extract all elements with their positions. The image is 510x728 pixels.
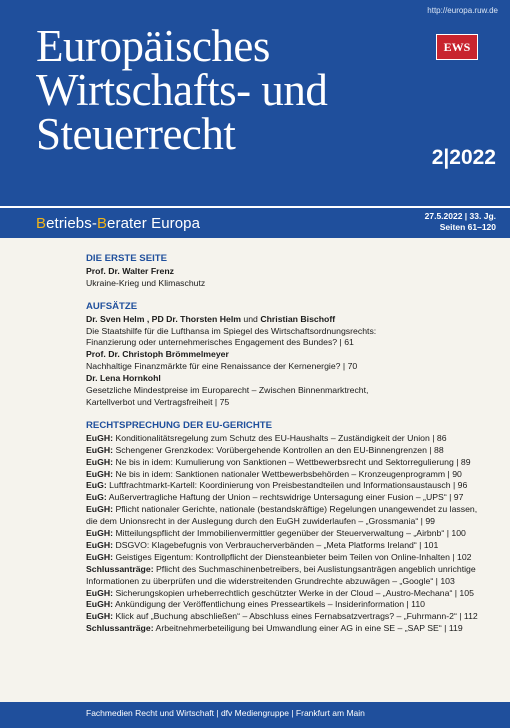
author: Prof. Dr. Walter Frenz — [86, 265, 175, 276]
title-line-2: Wirtschafts- und — [36, 65, 328, 115]
section-heading-rechtsprechung: RECHTSPRECHUNG DER EU-GERICHTE — [86, 419, 273, 431]
court-label: EuGH: — [86, 444, 114, 455]
court-label: EuGH: — [86, 504, 114, 515]
issue-pages: Seiten 61–120 — [439, 222, 496, 232]
case-text: Ankündigung der Veröffentlichung eines Presseartikels – Insiderinformation | 110 — [113, 599, 426, 610]
case-entry-cont[interactable]: Informationen zu überprüfen und die widerstreitenden Grundrechte abzuwägen – „Google“ | 103 — [86, 575, 455, 586]
journal-title — [36, 21, 328, 159]
case-entry[interactable] — [86, 540, 496, 552]
court-label: EuGH: — [86, 528, 114, 539]
court-label: EuGH: — [86, 599, 114, 610]
brand-accent-b2: B — [96, 215, 108, 232]
case-entry-cont[interactable]: die dem Unionsrecht in der Auslegung durch den EuGH zuwiderlaufen – „Grossmania“ | 99 — [86, 516, 435, 527]
title-line-3: Steuerrecht — [36, 109, 236, 159]
court-label: EuGH: — [86, 456, 114, 467]
article-title[interactable]: Ukraine-Krieg und Klimaschutz — [86, 277, 206, 288]
article-title[interactable]: Nachhaltige Finanzmärkte für eine Renaissance der Kernenergie? | 70 — [86, 361, 358, 372]
article-title-cont[interactable]: Finanzierung oder unternehmerisches Engagement des Bundes? | 61 — [86, 337, 354, 348]
case-text: Ne bis in idem: Sanktionen nationaler Wettbewerbsbehörden – Kronzeugenprogramm | 90 — [113, 468, 462, 479]
case-entry[interactable] — [86, 445, 496, 457]
case-entry[interactable] — [86, 564, 496, 576]
section-heading-erste-seite: DIE ERSTE SEITE — [86, 253, 168, 264]
ews-logo: EWS — [436, 34, 478, 60]
brand-text-2: erater Europa — [107, 215, 201, 232]
case-text: Pflicht des Suchmaschinenbetreibers, bei Auslistungsanträgen angeblich unrichtige — [153, 563, 476, 574]
case-entry[interactable] — [86, 457, 496, 469]
case-text: Konditionalitätsregelung zum Schutz des EU-Haushalts – Zuständigkeit der Union | 86 — [113, 432, 447, 443]
brand-line — [36, 215, 200, 232]
author: Prof. Dr. Christoph Brömmelmeyer — [86, 349, 229, 360]
court-label: EuGH: — [86, 432, 114, 443]
court-label: EuGH: — [86, 468, 114, 479]
case-entry[interactable] — [86, 492, 496, 504]
cover-header — [0, 0, 510, 208]
issue-number: 2|2022 — [431, 146, 496, 169]
court-label: EuGH: — [86, 551, 114, 562]
case-entry[interactable] — [86, 504, 496, 516]
author-connector: und — [240, 313, 261, 324]
case-text: Geistiges Eigentum: Kontrollpflicht der Diensteanbieter beim Teilen von Online-Inhalten | 102 — [113, 551, 472, 562]
court-label: EuGH: — [86, 539, 114, 550]
author-line — [86, 314, 496, 326]
author: Dr. Lena Hornkohl — [86, 373, 161, 384]
case-entry[interactable] — [86, 433, 496, 445]
case-text: Klick auf „Buchung abschließen“ – Abschluss eines Fernabsatzvertrags? – „Fuhrmann-2“ | 112 — [113, 611, 478, 622]
brand-accent-b1: B — [36, 215, 47, 232]
court-label: EuGH: — [86, 611, 114, 622]
case-text: Sicherungskopien urheberrechtlich geschützter Werke in der Cloud – „Austro-Mechana“ | 105 — [113, 587, 474, 598]
article-title-cont[interactable]: Kartellverbot und Vertragsfreiheit | 75 — [86, 396, 230, 407]
case-text: Pflicht nationaler Gerichte, nationale (bestandskräftige) Regelungen unangewendet zu lassen, — [113, 504, 478, 515]
case-text: Arbeitnehmerbeteiligung bei Umwandlung einer AG in eine SE – „SAP SE“ | 119 — [153, 623, 463, 634]
case-entry[interactable] — [86, 528, 496, 540]
court-label: EuG: — [86, 492, 107, 503]
case-entry[interactable] — [86, 469, 496, 481]
case-text: Ne bis in idem: Kumulierung von Sanktionen – Wettbewerbsrecht und Sektorregulierung | 89 — [113, 456, 471, 467]
court-label: Schlussanträge: — [86, 563, 154, 574]
website-url[interactable]: http://europa.ruw.de — [427, 6, 498, 15]
spacer — [86, 409, 496, 420]
article-title[interactable]: Die Staatshilfe für die Lufthansa im Spiegel des Wirtschaftsordnungsrechts: — [86, 325, 377, 336]
spacer — [86, 290, 496, 301]
court-label: Schlussanträge: — [86, 623, 154, 634]
title-line-1: Europäisches — [36, 21, 270, 71]
issue-meta — [425, 211, 496, 233]
case-entry[interactable] — [86, 611, 496, 623]
case-text: DSGVO: Klagebefugnis von Verbraucherverbänden – „Meta Platforms Ireland“ | 101 — [113, 539, 439, 550]
case-entry[interactable] — [86, 623, 496, 635]
court-label: EuGH: — [86, 587, 114, 598]
case-entry[interactable] — [86, 588, 496, 600]
court-label: EuG: — [86, 480, 107, 491]
table-of-contents — [0, 238, 510, 702]
issue-date: 27.5.2022 | 33. Jg. — [424, 211, 496, 221]
case-entry[interactable] — [86, 552, 496, 564]
case-entry[interactable] — [86, 599, 496, 611]
article-title[interactable]: Gesetzliche Mindestpreise im Europarecht – Zwischen Binnenmarktrecht, — [86, 385, 369, 396]
brand-text-1: etriebs- — [46, 215, 97, 232]
author: Dr. Sven Helm , PD Dr. Thorsten Helm — [86, 313, 241, 324]
section-heading-aufsaetze: AUFSÄTZE — [86, 300, 138, 312]
case-entry[interactable] — [86, 480, 496, 492]
case-text: Außervertragliche Haftung der Union – rechtswidrige Untersagung einer Fusion – „UPS“ | 97 — [106, 492, 464, 503]
case-text: Luftfrachtmarkt-Kartell: Koordinierung von Preisbestandteilen und Informationsaustausch | 96 — [106, 480, 468, 491]
author: Christian Bischoff — [260, 313, 336, 324]
toc-inner — [86, 253, 496, 635]
case-text: Mitteilungspflicht der Immobilienvermittler gegenüber der Steuerverwaltung – „Airbnb“ | 100 — [113, 528, 466, 539]
publisher-footer: Fachmedien Recht und Wirtschaft | dfv Mediengruppe | Frankfurt am Main — [86, 708, 365, 718]
case-text: Schengener Grenzkodex: Vorübergehende Kontrollen an den EU-Binnengrenzen | 88 — [113, 444, 444, 455]
